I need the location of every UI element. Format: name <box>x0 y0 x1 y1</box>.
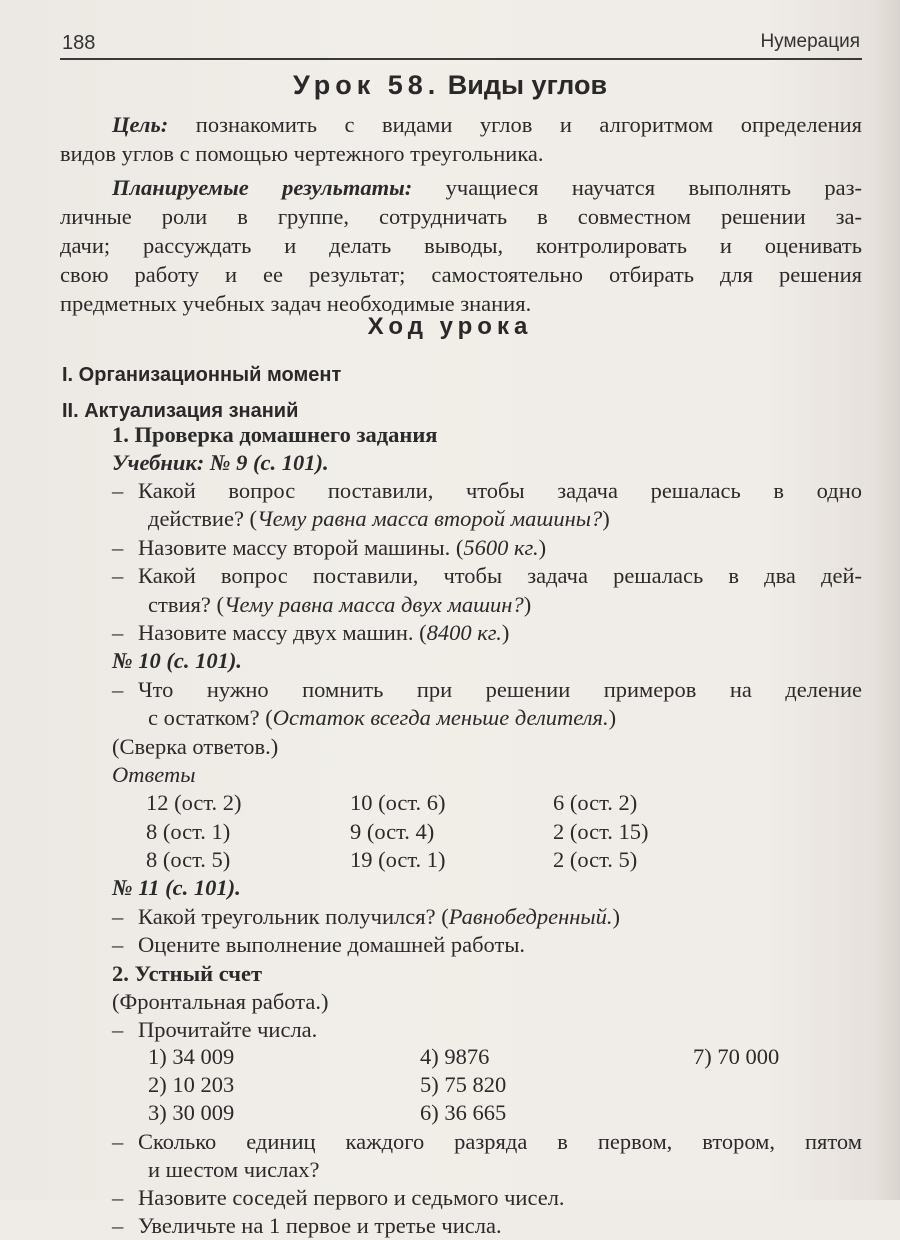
answers-label: Ответы <box>112 762 196 787</box>
answers-check: (Сверка ответов.) <box>112 734 279 759</box>
number-item: 4) 9876 <box>420 1044 490 1069</box>
answer-cell: 8 (ост. 1) <box>146 819 231 844</box>
homework-heading: 1. Проверка домашнего задания <box>112 422 438 447</box>
goal-line-2: видов углов с помощью чертежного треугольника. <box>60 141 544 166</box>
task-11-question: – Какой треугольник получился? (Равнобедренный.) <box>112 904 621 929</box>
planned-label: Планируемые результаты: <box>112 175 413 200</box>
planned-line-5: предметных учебных задач необходимые знания. <box>60 291 532 316</box>
answer-cell: 2 (ост. 5) <box>553 847 638 872</box>
section-title: Нумерация <box>760 31 860 52</box>
oral-question-1: – Сколько единиц каждого разряда в первом, втором, пятом <box>112 1129 862 1154</box>
oral-mode: (Фронтальная работа.) <box>112 989 329 1014</box>
answer-cell: 10 (ост. 6) <box>350 790 446 815</box>
number-item: 7) 70 000 <box>693 1044 780 1069</box>
lesson-flow-heading: Ход урока <box>367 313 533 340</box>
planned-line-4: свою работу и ее результат; самостоятельно отбирать для решения <box>60 262 862 287</box>
oral-question-1-cont: и шестом числах? <box>148 1157 320 1182</box>
hw-question-1: – Какой вопрос поставили, чтобы задача решалась в одно <box>112 478 862 503</box>
lesson-title <box>0 70 900 101</box>
task-11-ref: № 11 (с. 101). <box>112 875 241 900</box>
hw-answer-3: Чему равна масса двух машин? <box>223 592 524 617</box>
number-item: 3) 30 009 <box>148 1100 235 1125</box>
task-10-answer: Остаток всегда меньше делителя. <box>272 705 609 730</box>
hw-question-3: – Какой вопрос поставили, чтобы задача решалась в два дей- <box>112 563 862 588</box>
planned-line-2: личные роли в группе, сотрудничать в совместном решении за- <box>60 204 862 229</box>
task-10-question: – Что нужно помнить при решении примеров на деление <box>112 677 862 702</box>
evaluate-homework: – Оцените выполнение домашней работы. <box>112 932 526 957</box>
answer-cell: 6 (ост. 2) <box>553 790 638 815</box>
lesson-name: Виды углов <box>447 70 608 100</box>
hw-question-3-cont: ствия? (Чему равна масса двух машин?) <box>148 592 532 617</box>
answer-cell: 9 (ост. 4) <box>350 819 435 844</box>
answer-cell: 8 (ост. 5) <box>146 847 231 872</box>
page-number: 188 <box>62 32 96 54</box>
oral-question-3: – Увеличьте на 1 первое и третье числа. <box>112 1213 502 1238</box>
goal-label: Цель: <box>112 112 169 137</box>
section-knowledge-update: II. Актуализация знаний <box>62 400 299 422</box>
hw-answer-4: 8400 кг. <box>426 620 502 645</box>
goal-line-1: Цель: познакомить с видами углов и алгоритмом определения <box>112 112 862 137</box>
lesson-number: Урок 58. <box>292 70 441 100</box>
hw-answer-1: Чему равна масса второй машины? <box>257 506 603 531</box>
answer-cell: 2 (ост. 15) <box>553 819 649 844</box>
read-numbers: – Прочитайте числа. <box>112 1017 318 1042</box>
hw-answer-2: 5600 кг. <box>463 535 539 560</box>
answer-cell: 19 (ост. 1) <box>350 847 446 872</box>
number-item: 1) 34 009 <box>148 1044 235 1069</box>
number-item: 6) 36 665 <box>420 1100 507 1125</box>
planned-line-1: Планируемые результаты: учащиеся научатся выполнять раз- <box>112 175 862 200</box>
section-org-moment: I. Организационный момент <box>62 364 342 386</box>
running-header <box>60 28 862 60</box>
number-item: 5) 75 820 <box>420 1072 507 1097</box>
oral-heading: 2. Устный счет <box>112 961 263 986</box>
task-10-question-cont: с остатком? (Остаток всегда меньше делителя.) <box>148 705 617 730</box>
hw-question-4: – Назовите массу двух машин. (8400 кг.) <box>112 620 510 645</box>
number-item: 2) 10 203 <box>148 1072 235 1097</box>
task-11-answer: Равнобедренный. <box>448 904 613 929</box>
oral-question-2: – Назовите соседей первого и седьмого чисел. <box>112 1185 565 1210</box>
task-10-ref: № 10 (с. 101). <box>112 648 242 673</box>
hw-question-1-cont: действие? (Чему равна масса второй машины?) <box>148 506 610 531</box>
planned-line-3: дачи; рассуждать и делать выводы, контролировать и оценивать <box>60 233 862 258</box>
answer-cell: 12 (ост. 2) <box>146 790 242 815</box>
hw-question-2: – Назовите массу второй машины. (5600 кг.) <box>112 535 547 560</box>
textbook-ref-9: Учебник: № 9 (с. 101). <box>112 450 329 475</box>
